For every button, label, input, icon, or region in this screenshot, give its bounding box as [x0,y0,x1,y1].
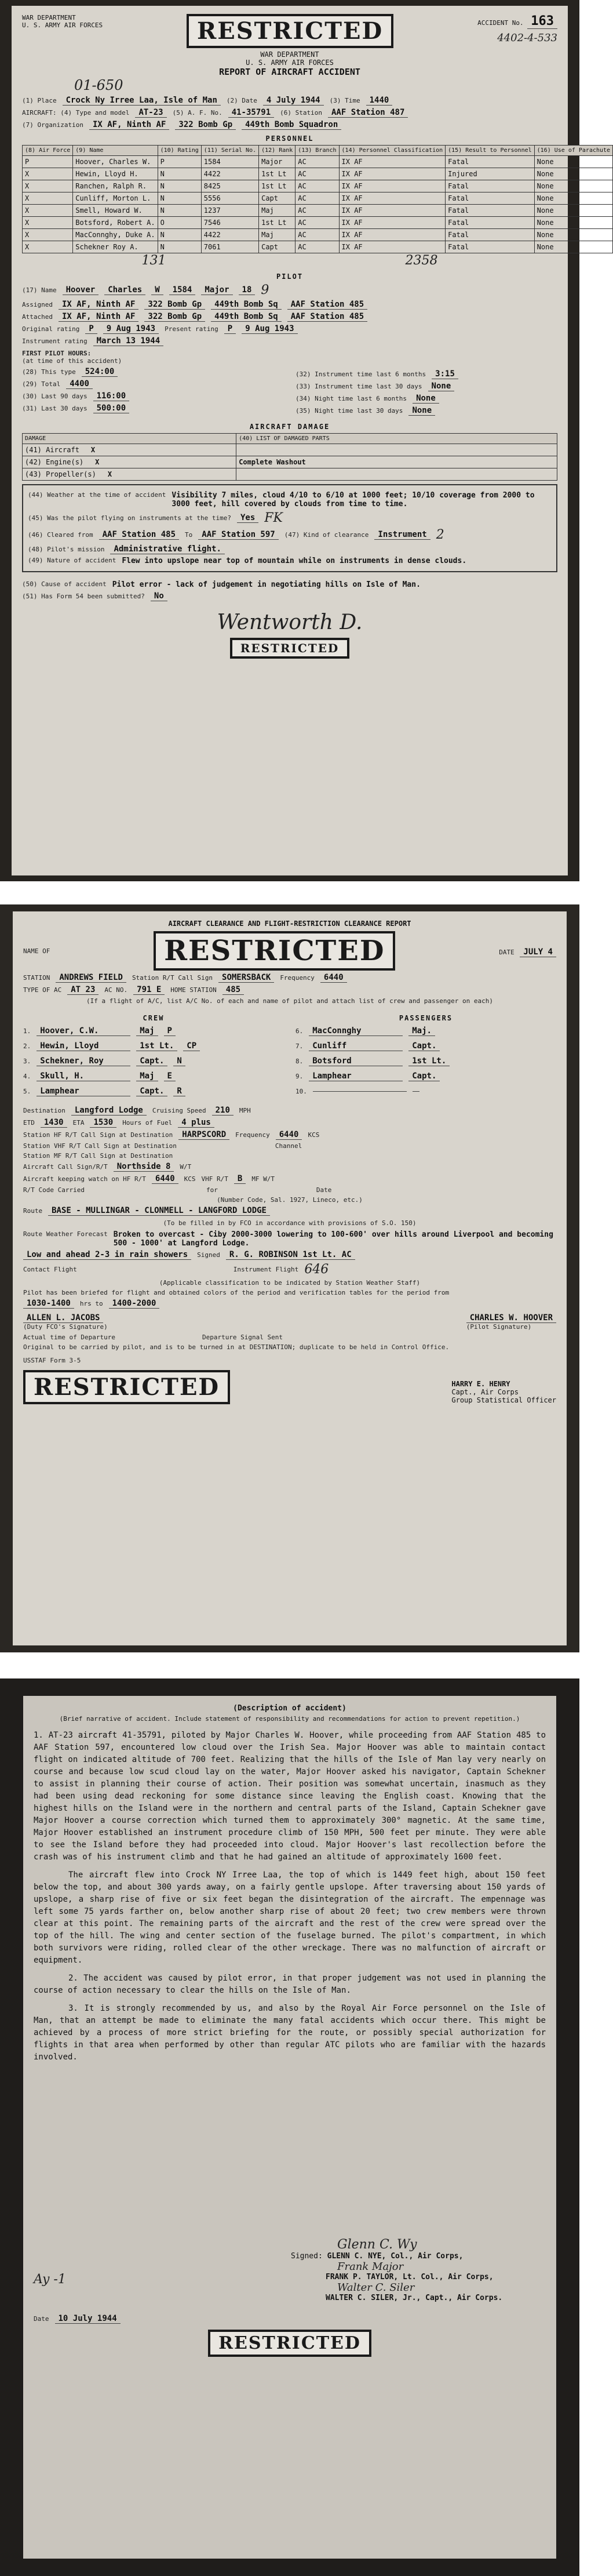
personnel-cell-cls: IX AF [339,217,446,229]
personnel-cell-name: Hoover, Charles W. [73,156,158,168]
personnel-cell-chute: None [534,192,612,205]
personnel-cell-rank: 1st Lt [259,168,295,180]
personnel-row [23,241,613,253]
hours-row: (31) Last 30 days 500:00 [22,404,284,413]
narrative-sheet: (Description of accident) (Brief narrative of accident. Include statement of responsibility and recommendations for action to prevent repetition.) 1. AT-23 aircraft 41-35791, piloted by Major Charles W. Hoover, while proceeding from AAF Station 485 to AAF Station 597, encountered low cloud over the Irish Sea. Major Hoover was able to maintain contact flight on indicated altitude of 700 feet. Realizing that the hills of the Isle of Man lay very nearly on course and because low scud cloud lay on the water, Major Hoover asked his navigator, Captain Schekner to assist in planning their course of action. Their position was somewhat uncertain, inasmuch as they had been using dead reckoning for some distance since leaving the English coast. Knowing that the highest hills on the Island were in the northern and central parts of the Island, Captain Schekner gave Major Hoover a course correction which turned them to approximately 300° magnetic. At the same time, Major Hoover established an instrument procedure climb of 150 MPH, 500 feet per minute. They were able to see the Island before they had proceeded into cloud. Major Hoover's last recollection before the crash was of his instrument climb and that he had gained an altitude of approximately 1600 feet. The aircraft flew into Crock NY Irree Laa, the top of which is 1449 feet high, about 150 feet below the top, and about 300 yards away, on a fairly gentle upslope. After traversing about 150 yards of upslope, a sharp rise of five or six feet began the disintegration of the aircraft. The empennage was left some 75 yards farther on, below another sharp rise of about 20 feet; two crew members were thrown clear at this point. The remaining parts of the aircraft and the rest of the crew were spread over the top of the hill. The wing and center section of the fuselage burned. The pilot's compartment, in which both survivors were riding, rolled clear of the other wreckage. There was no malfunction of aircraft or equipment. 2. The accident was caused by pilot error, in that proper judgement was not used in planning the course of action necessary to clear the hills on the Isle of Man. 3. It is strongly recommended by us, and also by the Royal Air Force personnel on the Isle of Man, that an attempt be made to eliminate the many fatal accidents which occur there. This might be achieved by a process of more strict briefing for the route, or possibly special authorization for flights in that area when performed by other than regular ATC pilots who are familiar with the hazards involved. Ay -1 Glenn C. Wy Signed: GLENN C. NYE, Col., Air Corps, Frank Major FRANK P. TAYLOR, Lt. Col., Air Corps, Walter C. Siler WALTER C. SILER, Jr., Capt., Air Corps. Date 10 July 1944 RESTRICTED [23,1696,556,2559]
crew-item: 4. Skull, H. Maj E [23,1070,284,1082]
personnel-cell-result: Fatal [446,217,535,229]
personnel-cell-result: Fatal [446,180,535,192]
personnel-cell-rank: Major [259,156,295,168]
hours-row: (35) Night time last 30 days None [295,406,557,416]
personnel-cell-result: Fatal [446,156,535,168]
hours-value: 4400 [66,379,93,389]
narrative-page-3 [0,1678,579,2576]
personnel-cell-branch: AC [295,192,339,205]
passenger-item: 6. MacConnghy Maj. [295,1024,556,1037]
personnel-row [23,192,613,205]
report-sheet: WAR DEPARTMENT U. S. ARMY AIR FORCES RESTRICTED ACCIDENT No. 163 4402-4-533 WAR DEPARTMENT U. S. ARMY AIR FORCES REPORT OF AIRCRAFT ACCIDENT 01-650 (1) Place Crock Ny Irree Laa, Isle of Man (2) Date 4 July 1944 (3) Time 1440 AIRCRAFT: (4) Type and model AT-23 (5) A. F. No. 41-35791 (6) Station AAF Station 487 (7) Organization IX AF, Ninth AF 322 Bomb Gp 449th Bomb Squadron PERSONNEL (8) Air Force (9) Name (10) Rating (11) Serial No. (12) Rank (13) Branch (14) Personnel Classification (15) Result to Personnel (16) Use of Parachute P Hoover, Charles W. P 1584 Major AC IX AF Fatal None X Hewin, Lloyd H. N 4422 1st Lt AC IX AF Injured None X Ranchen, Ralph R. N 8425 1st Lt AC IX AF Fatal None X Cunliff, Morton L. N 5556 Capt AC IX AF Fatal None X Smell, Howard W. N 1237 Maj AC IX AF Fatal None X Botsford, Robert A. O 7546 1st Lt AC IX AF Fatal None X MacConnghy, Duke A. N 4422 Maj AC IX AF Fatal None X Schekner Roy A. N 7061 Capt AC IX AF Fatal None 131 2358 PILOT (17) Name Hoover Charles W 1584 Major 18 9 Assigned IX AF, Ninth AF 322 Bomb Gp 449th Bomb Sq AAF Station 485 Attached IX AF, Ninth AF 322 Bomb Gp 449th Bomb Sq AAF Station 485 Original rating P 9 Aug 1943 Present rating P 9 Aug 1943 Instrument rating March 13 1944 FIRST PILOT HOURS: (at time of this accident) (28) This type 524:00 (29) Total 4400 (30) Last 90 days 116:00 (31) Last 30 days 500:00 (32) Instrument time last 6 months 3:15 (33) Instrument time last 30 days None (34) Night time last 6 months None (35) Night time last 30 days None AIRCRAFT DAMAGE DAMAGE (40) LIST OF DAMAGED PARTS (41) Aircraft X (42) Engine(s) X Complete Washout (43) Propeller(s) X (44) Weather at the time of accident Visibility 7 miles, cloud 4/10 to 6/10 at 1000 feet; 10/10 coverage from 2000 to 3000 feet, hill covered by clouds from time to time. (45) Was the pilot flying on instruments at the time? Yes FK (46) Cleared from AAF Station 485 To AAF Station 597 (47) Kind of clearance Instrument 2 (48) Pilot's mission Administrative flight. (49) Nature of accident Flew into upslope near top of mountain while on instruments in dense clouds. (50) Cause of accident Pilot error - lack of judgement in negotiating hills on Isle of Man. (51) Has Form 54 been submitted? No Wentworth D. RESTRICTED [12,6,568,875]
personnel-cell-result: Fatal [446,205,535,217]
place-value: Crock Ny Irree Laa, Isle of Man [63,96,221,106]
personnel-cell-rating: N [158,192,201,205]
crew-item: 3. Schekner, Roy Capt. N [23,1055,284,1067]
personnel-row [23,156,613,168]
place-row: (1) Place Crock Ny Irree Laa, Isle of Man (2) Date 4 July 1944 (3) Time 1440 [22,96,557,106]
personnel-cell-rating: N [158,168,201,180]
hours-value: None [428,382,455,391]
personnel-cell-result: Fatal [446,229,535,241]
narrative-title: (Description of accident) [233,1704,346,1713]
weather-value: Visibility 7 miles, cloud 4/10 to 6/10 at 1000 feet; 10/10 coverage from 2000 to 3000 feet, hill covered by clouds from time to time. [172,491,535,508]
hours-row: (33) Instrument time last 30 days None [295,382,557,391]
accident-report-page-1 [0,0,611,881]
personnel-cell-serial: 7546 [201,217,258,229]
aircraft-row: AIRCRAFT: (4) Type and model AT-23 (5) A. F. No. 41-35791 (6) Station AAF Station 487 [22,108,557,118]
ratings-row: Original rating P 9 Aug 1943 Present rating P 9 Aug 1943 [22,324,557,334]
narrative-paragraph: The aircraft flew into Crock NY Irree Laa, the top of which is 1449 feet high, about 150 feet below the top, and about 300 yards away, on a fairly gentle upslope. After traversing about 150 yards of upslope, a sharp rise of five or six feet began the disintegration of the aircraft. The empennage was left some 75 yards farther on, below another sharp rise of about 20 feet; two crew members were thrown clear at this point. The remaining parts of the aircraft and the rest of the crew were spread over the top of the hill. The wing and center section of the fuselage burned. The pilot's compartment, in which both survivors were riding, rolled clear of the other wreckage. There was no malfunction of aircraft or equipment. [34,1870,546,1965]
personnel-cell-serial: 5556 [201,192,258,205]
personnel-cell-name: Cunliff, Morton L. [73,192,158,205]
personnel-cell-rank: Capt [259,192,295,205]
passenger-item: 7. Cunliff Capt. [295,1040,556,1052]
hours-row: (28) This type 524:00 [22,367,284,377]
personnel-cell-af: X [23,180,73,192]
personnel-cell-chute: None [534,180,612,192]
pilot-name-row: (17) Name Hoover Charles W 1584 Major 18 9 [22,283,269,297]
personnel-row [23,229,613,241]
personnel-cell-af: X [23,241,73,253]
personnel-cell-chute: None [534,205,612,217]
personnel-row [23,180,613,192]
narrative-paragraph: 3. It is strongly recommended by us, and also by the Royal Air Force personnel on the Isle of Man, that an attempt be made to eliminate the many fatal accidents which occur there. This might be achieved by a process of more strict briefing for the route, or possibly special authorization for flights in that area when performed by other than regular ATC pilots who are familiar with the hazards involved. [34,2004,546,2062]
narrative-subtitle: (Brief narrative of accident. Include statement of responsibility and recommendations for action to prevent repetition.) [59,1715,520,1723]
attached-row: Attached IX AF, Ninth AF 322 Bomb Gp 449th Bomb Sq AAF Station 485 [22,312,557,322]
passenger-item: 10. [295,1085,556,1098]
hours-value: 3:15 [432,369,458,379]
certification-block: HARRY E. HENRY Capt., Air Corps Group Statistical Officer [451,1380,556,1404]
personnel-cell-name: Smell, Howard W. [73,205,158,217]
hours-row: (29) Total 4400 [22,379,284,389]
personnel-cell-branch: AC [295,217,339,229]
hours-row: (32) Instrument time last 6 months 3:15 [295,369,557,379]
restricted-stamp: RESTRICTED [187,14,393,48]
personnel-cell-branch: AC [295,241,339,253]
hours-value: None [413,394,439,404]
handwritten-number: 4402-4-533 [497,32,557,44]
fco-signature: ALLEN L. JACOBS [23,1313,103,1323]
personnel-cell-cls: IX AF [339,192,446,205]
personnel-cell-cls: IX AF [339,168,446,180]
personnel-cell-cls: IX AF [339,241,446,253]
personnel-cell-rank: 1st Lt [259,217,295,229]
handwritten-note: 2 [436,528,444,542]
handwritten-note: 2358 [405,253,438,268]
personnel-cell-cls: IX AF [339,180,446,192]
personnel-cell-chute: None [534,241,612,253]
personnel-cell-branch: AC [295,180,339,192]
personnel-cell-chute: None [534,217,612,229]
personnel-cell-af: X [23,205,73,217]
personnel-cell-cls: IX AF [339,229,446,241]
date-value: 4 July 1944 [263,96,324,106]
personnel-cell-rating: N [158,205,201,217]
organization-row: (7) Organization IX AF, Ninth AF 322 Bomb Gp 449th Bomb Squadron [22,120,557,130]
accident-details-box: (44) Weather at the time of accident Visibility 7 miles, cloud 4/10 to 6/10 at 1000 feet; 10/10 coverage from 2000 to 3000 feet, hill covered by clouds from time to time. (45) Was the pilot flying on instruments at the time? Yes FK (46) Cleared from AAF Station 485 To AAF Station 597 (47) Kind of clearance Instrument 2 (48) Pilot's mission Administrative flight. (49) Nature of accident Flew into upslope near top of mountain while on instruments in dense clouds. [22,484,557,572]
personnel-cell-name: Hewin, Lloyd H. [73,168,158,180]
personnel-cell-branch: AC [295,229,339,241]
personnel-cell-result: Injured [446,168,535,180]
personnel-cell-af: X [23,229,73,241]
personnel-cell-cls: IX AF [339,205,446,217]
handwritten-note: 9 [261,283,269,297]
personnel-cell-name: Ranchen, Ralph R. [73,180,158,192]
damage-row: (43) Propeller(s) X [23,468,557,481]
personnel-cell-af: X [23,217,73,229]
personnel-cell-rating: N [158,180,201,192]
personnel-cell-serial: 7061 [201,241,258,253]
signature-block: Ay -1 Glenn C. Wy Signed: GLENN C. NYE, Col., Air Corps, Frank Major FRANK P. TAYLOR, Lt. Col., Air Corps, Walter C. Siler WALTER C. SILER, Jr., Capt., Air Corps. [34,2237,546,2302]
personnel-cell-branch: AC [295,168,339,180]
personnel-cell-rank: Maj [259,205,295,217]
file-code: 01-650 [74,77,123,93]
personnel-row [23,205,613,217]
personnel-table: (8) Air Force (9) Name (10) Rating (11) Serial No. (12) Rank (13) Branch (14) Personnel Classification (15) Result to Personnel (16) Use of Parachute P Hoover, Charles W. P 1584 Major AC IX AF Fatal None X Hewin, Lloyd H. N 4422 1st Lt AC IX AF Injured None X Ranchen, Ralph R. N 8425 1st Lt AC IX AF Fatal None X Cunliff, Morton L. N 5556 Capt AC IX AF Fatal None X Smell, Howard W. N 1237 Maj AC IX AF Fatal None X Botsford, Robert A. O 7546 1st Lt AC IX AF Fatal None X MacConnghy, Duke A. N 4422 Maj AC IX AF Fatal None X Schekner Roy A. N 7061 Capt AC IX AF Fatal None [22,145,613,253]
personnel-cell-rank: 1st Lt [259,180,295,192]
handwritten-note: 131 [141,253,166,268]
personnel-cell-af: X [23,192,73,205]
hours-row: (34) Night time last 6 months None [295,394,557,404]
signature: Frank Major [337,2261,404,2273]
personnel-cell-serial: 1584 [201,156,258,168]
personnel-cell-af: X [23,168,73,180]
clearance-page-2 [0,904,579,1652]
hours-value: 524:00 [82,367,118,377]
narrative-date: 10 July 1944 [55,2314,121,2324]
personnel-cell-name: MacConnghy, Duke A. [73,229,158,241]
personnel-cell-branch: AC [295,205,339,217]
personnel-cell-rating: N [158,241,201,253]
signature: Glenn C. Wy [337,2237,417,2252]
personnel-cell-branch: AC [295,156,339,168]
personnel-title: PERSONNEL [265,135,314,143]
crew-item: 5. Lamphear Capt. R [23,1085,284,1098]
handwritten-note: FK [264,511,283,525]
hours-value: 500:00 [93,404,130,413]
personnel-cell-serial: 4422 [201,168,258,180]
personnel-cell-rating: O [158,217,201,229]
personnel-cell-serial: 4422 [201,229,258,241]
hours-value: 116:00 [93,391,130,401]
accident-number: ACCIDENT No. 163 4402-4-533 [477,14,557,44]
crew-item: 1. Hoover, C.W. Maj P [23,1024,284,1037]
restricted-stamp-footer: RESTRICTED [23,1370,230,1404]
dept-title: WAR DEPARTMENT U. S. ARMY AIR FORCES REPORT OF AIRCRAFT ACCIDENT [22,50,557,77]
personnel-cell-rank: Maj [259,229,295,241]
signature: Wentworth D. [217,611,363,634]
personnel-cell-rating: N [158,229,201,241]
personnel-cell-chute: None [534,229,612,241]
handwritten-note: 646 [304,1262,329,1277]
narrative-paragraph: 2. The accident was caused by pilot error, in that proper judgement was not used in planning the course of action necessary to clear the hills on the Isle of Man. [34,1974,546,1995]
narrative-paragraph: 1. AT-23 aircraft 41-35791, piloted by Major Charles W. Hoover, while proceeding from AAF Station 485 to AAF Station 597, encountered low cloud over the Irish Sea. Major Hoover was able to maintain contact flight on indicated altitude of 700 feet. Realizing that the hills of the Isle of Man lay very nearly on course and because low scud cloud lay on the water, Major Hoover asked his navigator, Captain Schekner to assist in planning their course of action. Their position was somewhat uncertain, inasmuch as they had been using dead reckoning for some distance since leaving the English coast. Knowing that the highest hills on the Island were in the northern and central parts of the Island, Captain Schekner gave Major Hoover a course correction which turned them to approximately 300° magnetic. At the same time, Major Hoover established an instrument procedure climb of 150 MPH, 500 feet per minute. They were able to see the Island before they had proceeded into cloud. Major Hoover's last recollection before the crash was of his instrument climb and that he had gained an altitude of approximately 1600 feet. [34,1731,546,1862]
clearance-sheet: AIRCRAFT CLEARANCE AND FLIGHT-RESTRICTION CLEARANCE REPORT NAME OF RESTRICTED DATE JULY 4 STATION ANDREWS FIELD Station R/T Call Sign SOMERSBACK Frequency 6440 TYPE OF AC AT 23 AC NO. 791 E HOME STATION 485 (If a flight of A/C, list A/C No. of each and name of pilot and attach list of crew and passenger on each) CREW 1. Hoover, C.W. Maj P 2. Hewin, Lloyd 1st Lt. CP 3. Schekner, Roy Capt. N 4. Skull, H. Maj E 5. Lamphear Capt. R PASSENGERS 6. MacConnghy Maj. 7. Cunliff Capt. 8. Botsford 1st Lt. 9. Lamphear Capt. 10. Destination Langford Lodge Cruising Speed 210 MPH ETD 1430 ETA 1530 Hours of Fuel 4 plus Station HF R/T Call Sign at Destination HARPSCORD Frequency 6440 KCS Station VHF R/T Call Sign at Destination Channel Station MF R/T Call Sign at Destination Aircraft Call Sign/R/T Northside 8 W/T Aircraft keeping watch on HF R/T 6440 KCS VHF R/T B MF W/T R/T Code Carried for Date (Number Code, Sal. 1927, Lineco, etc.) Route BASE - MULLINGAR - CLONMELL - LANGFORD LODGE (To be filled in by FCO in accordance with provisions of S.O. 150) Route Weather Forecast Broken to overcast - Ciby 2000-3000 lowering to 100-600' over hills around Liverpool and becoming 500 - 1000' at Langford Lodge. Low and ahead 2-3 in rain showers Signed R. G. ROBINSON 1st Lt. AC Contact Flight Instrument Flight 646 (Applicable classification to be indicated by Station Weather Staff) Pilot has been briefed for flight and obtained colors of the period and verification tables for the period from 1030-1400 hrs to 1400-2000 ALLEN L. JACOBS (Duty FCO's Signature) CHARLES W. HOOVER (Pilot Signature) Actual time of Departure Departure Signal Sent Original to be carried by pilot, and is to be turned in at DESTINATION; duplicate to be held in Control Office. USSTAF Form 3-5 RESTRICTED HARRY E. HENRY Capt., Air Corps Group Statistical Officer [13,911,567,1645]
restricted-stamp-footer: RESTRICTED [230,638,350,659]
time-value: 1440 [366,96,393,106]
header-left: WAR DEPARTMENT U. S. ARMY AIR FORCES [22,14,103,29]
personnel-row [23,168,613,180]
personnel-cell-name: Botsford, Robert A. [73,217,158,229]
personnel-cell-result: Fatal [446,241,535,253]
clearance-header: AIRCRAFT CLEARANCE AND FLIGHT-RESTRICTION CLEARANCE REPORT [168,920,411,928]
crew-item: 2. Hewin, Lloyd 1st Lt. CP [23,1040,284,1052]
personnel-cell-serial: 1237 [201,205,258,217]
damage-table: DAMAGE (40) LIST OF DAMAGED PARTS (41) Aircraft X (42) Engine(s) X Complete Washout (43) Propeller(s) X [22,433,557,481]
hours-section: FIRST PILOT HOURS: (at time of this accident) (28) This type 524:00 (29) Total 4400 (30) Last 90 days 116:00 (31) Last 30 days 500:00 (32) Instrument time last 6 months 3:15 (33) Instrument time last 30 days None (34) Night time last 6 months None (35) Night time last 30 days None [22,350,557,418]
passenger-item: 8. Botsford 1st Lt. [295,1055,556,1067]
restricted-stamp-footer: RESTRICTED [208,2330,371,2357]
instrument-rating-row: Instrument rating March 13 1944 [22,336,557,346]
hours-row: (30) Last 90 days 116:00 [22,391,284,401]
assigned-row: Assigned IX AF, Ninth AF 322 Bomb Gp 449th Bomb Sq AAF Station 485 [22,300,557,310]
personnel-row [23,217,613,229]
pilot-signature: CHARLES W. HOOVER [466,1313,556,1323]
restricted-stamp: RESTRICTED [154,931,395,971]
damage-row: (41) Aircraft X [23,444,557,456]
report-title: REPORT OF AIRCRAFT ACCIDENT [219,67,360,77]
passenger-item: 9. Lamphear Capt. [295,1070,556,1082]
personnel-cell-rank: Capt [259,241,295,253]
signature: Walter C. Siler [337,2281,415,2294]
personnel-cell-serial: 8425 [201,180,258,192]
pilot-section-title: PILOT [276,273,304,281]
personnel-cell-name: Schekner Roy A. [73,241,158,253]
personnel-cell-chute: None [534,168,612,180]
damage-parts: Complete Washout [236,456,557,468]
personnel-cell-chute: None [534,156,612,168]
handwritten-note: Ay -1 [34,2272,66,2287]
crew-passenger-lists: CREW 1. Hoover, C.W. Maj P 2. Hewin, Lloyd 1st Lt. CP 3. Schekner, Roy Capt. N 4. Skull, H. Maj E 5. Lamphear Capt. R PASSENGERS 6. MacConnghy Maj. 7. Cunliff Capt. 8. Botsford 1st Lt. 9. Lamphear Capt. 10. [23,1009,556,1100]
hours-value: None [408,406,435,416]
damage-title: AIRCRAFT DAMAGE [249,423,330,431]
personnel-cell-af: P [23,156,73,168]
damage-row: (42) Engine(s) X Complete Washout [23,456,557,468]
personnel-cell-cls: IX AF [339,156,446,168]
personnel-cell-result: Fatal [446,192,535,205]
personnel-cell-rating: P [158,156,201,168]
